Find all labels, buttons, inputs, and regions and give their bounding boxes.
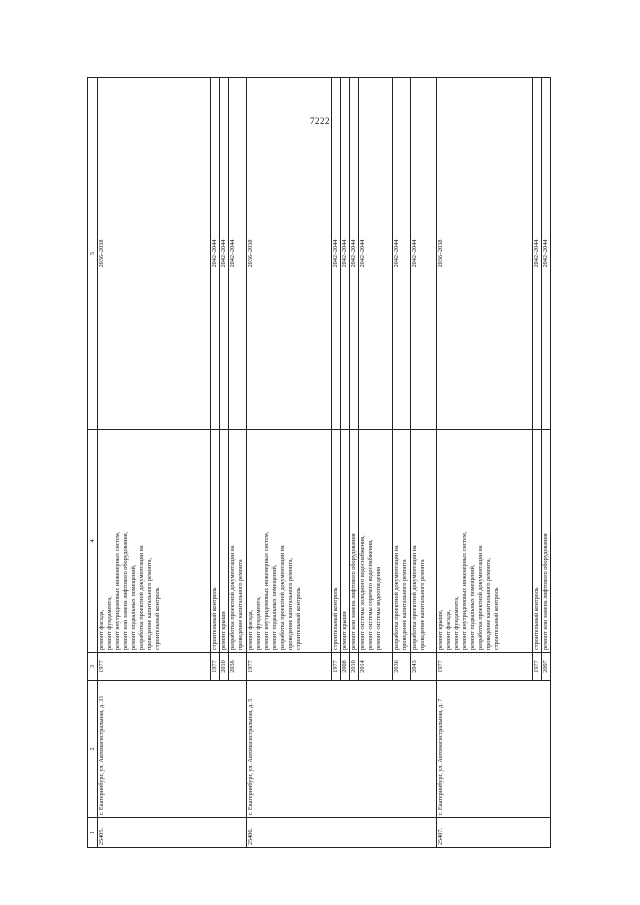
period-cell: 2042–2044: [350, 78, 359, 430]
year-cell: 1977: [98, 653, 211, 681]
period-cell: 2042–2044: [332, 78, 341, 430]
period-cell: 2036–2038: [98, 78, 211, 430]
work-cell: разработка проектной документации на проведение капитального ремонта: [229, 430, 247, 653]
period-cell: 2042–2044: [359, 78, 393, 430]
entry-number: 25407.: [437, 818, 551, 848]
period-cell: 2036–2038: [437, 78, 533, 430]
period-cell: 2036–2038: [247, 78, 332, 430]
period-cell: 2042–2044: [229, 78, 247, 430]
work-cell: ремонт или замена лифтового оборудования: [542, 430, 551, 653]
entry-number: 25406.: [247, 818, 437, 848]
year-cell: 2010: [220, 653, 229, 681]
period-cell: 2042–2044: [393, 78, 411, 430]
table-row: [247, 78, 332, 848]
work-cell: разработка проектной документации на проведение капитального ремонта: [411, 430, 437, 653]
col-header-5: 5: [88, 78, 98, 430]
year-cell: 1977: [332, 653, 341, 681]
table-row: [98, 78, 211, 848]
work-cell: ремонт крыши, ремонт фасада, ремонт фундамента, ремонт внутридомовых инженерных систем, ремонт подвальных помещений, разработка проектной документации на проведение капитального ремонта, строительный контроль: [437, 430, 533, 653]
year-cell: 2043: [411, 653, 437, 681]
work-cell: ремонт крыши: [220, 430, 229, 653]
period-cell: 2042–2044: [411, 78, 437, 430]
column-number-row: [88, 78, 98, 848]
col-header-1: 1: [88, 818, 98, 848]
col-header-3: 3: [88, 653, 98, 681]
work-cell: ремонт фасада, ремонт фундамента, ремонт внутридомовых инженерных систем, ремонт подвальных помещений, разработка проектной документации на проведение капитального ремонта, строительный контроль: [247, 430, 332, 653]
work-cell: строительный контроль: [533, 430, 542, 653]
work-cell: строительный контроль: [211, 430, 220, 653]
year-cell: 2010: [350, 653, 359, 681]
table-row: [437, 78, 533, 848]
period-cell: 2042–2044: [533, 78, 542, 430]
work-cell: ремонт фасада, ремонт фундамента, ремонт внутридомовых инженерных систем, ремонт или замена лифтового оборудования, ремонт подвальных помещений, разработка проектной документации на проведение капитального ремонта, строительный контроль: [98, 430, 211, 653]
year-cell: 1977: [437, 653, 533, 681]
year-cell: 2007: [542, 653, 551, 681]
work-cell: разработка проектной документации на проведение капитального ремонта: [393, 430, 411, 653]
year-cell: 2036: [393, 653, 411, 681]
work-cell: строительный контроль: [332, 430, 341, 653]
year-cell: 1977: [247, 653, 332, 681]
year-cell: 1977: [533, 653, 542, 681]
rotated-page: [87, 208, 640, 848]
period-cell: 2042–2044: [220, 78, 229, 430]
work-cell: ремонт крыши: [341, 430, 350, 653]
work-cell: ремонт системы холодного водоснабжения, ремонт системы горячего водоснабжения, ремонт системы водоотведения: [359, 430, 393, 653]
col-header-4: 4: [88, 430, 98, 653]
year-cell: 2014: [359, 653, 393, 681]
repair-schedule-table: [87, 77, 551, 848]
address-cell: г. Екатеринбург, ул. Автомагистральная, д. 5: [247, 681, 437, 818]
period-cell: 2042–2044: [542, 78, 551, 430]
entry-number: 25405.: [98, 818, 247, 848]
period-cell: 2042–2044: [341, 78, 350, 430]
work-cell: ремонт или замена лифтового оборудования: [350, 430, 359, 653]
address-cell: г. Екатеринбург, ул. Автомагистральная, д. 31: [98, 681, 247, 818]
address-cell: г. Екатеринбург, ул. Автомагистральная, д. 7: [437, 681, 551, 818]
period-cell: 2042–2044: [211, 78, 220, 430]
year-cell: 2036: [229, 653, 247, 681]
year-cell: 2008: [341, 653, 350, 681]
year-cell: 1977: [211, 653, 220, 681]
col-header-2: 2: [88, 681, 98, 818]
page-number: 7222: [310, 116, 330, 126]
